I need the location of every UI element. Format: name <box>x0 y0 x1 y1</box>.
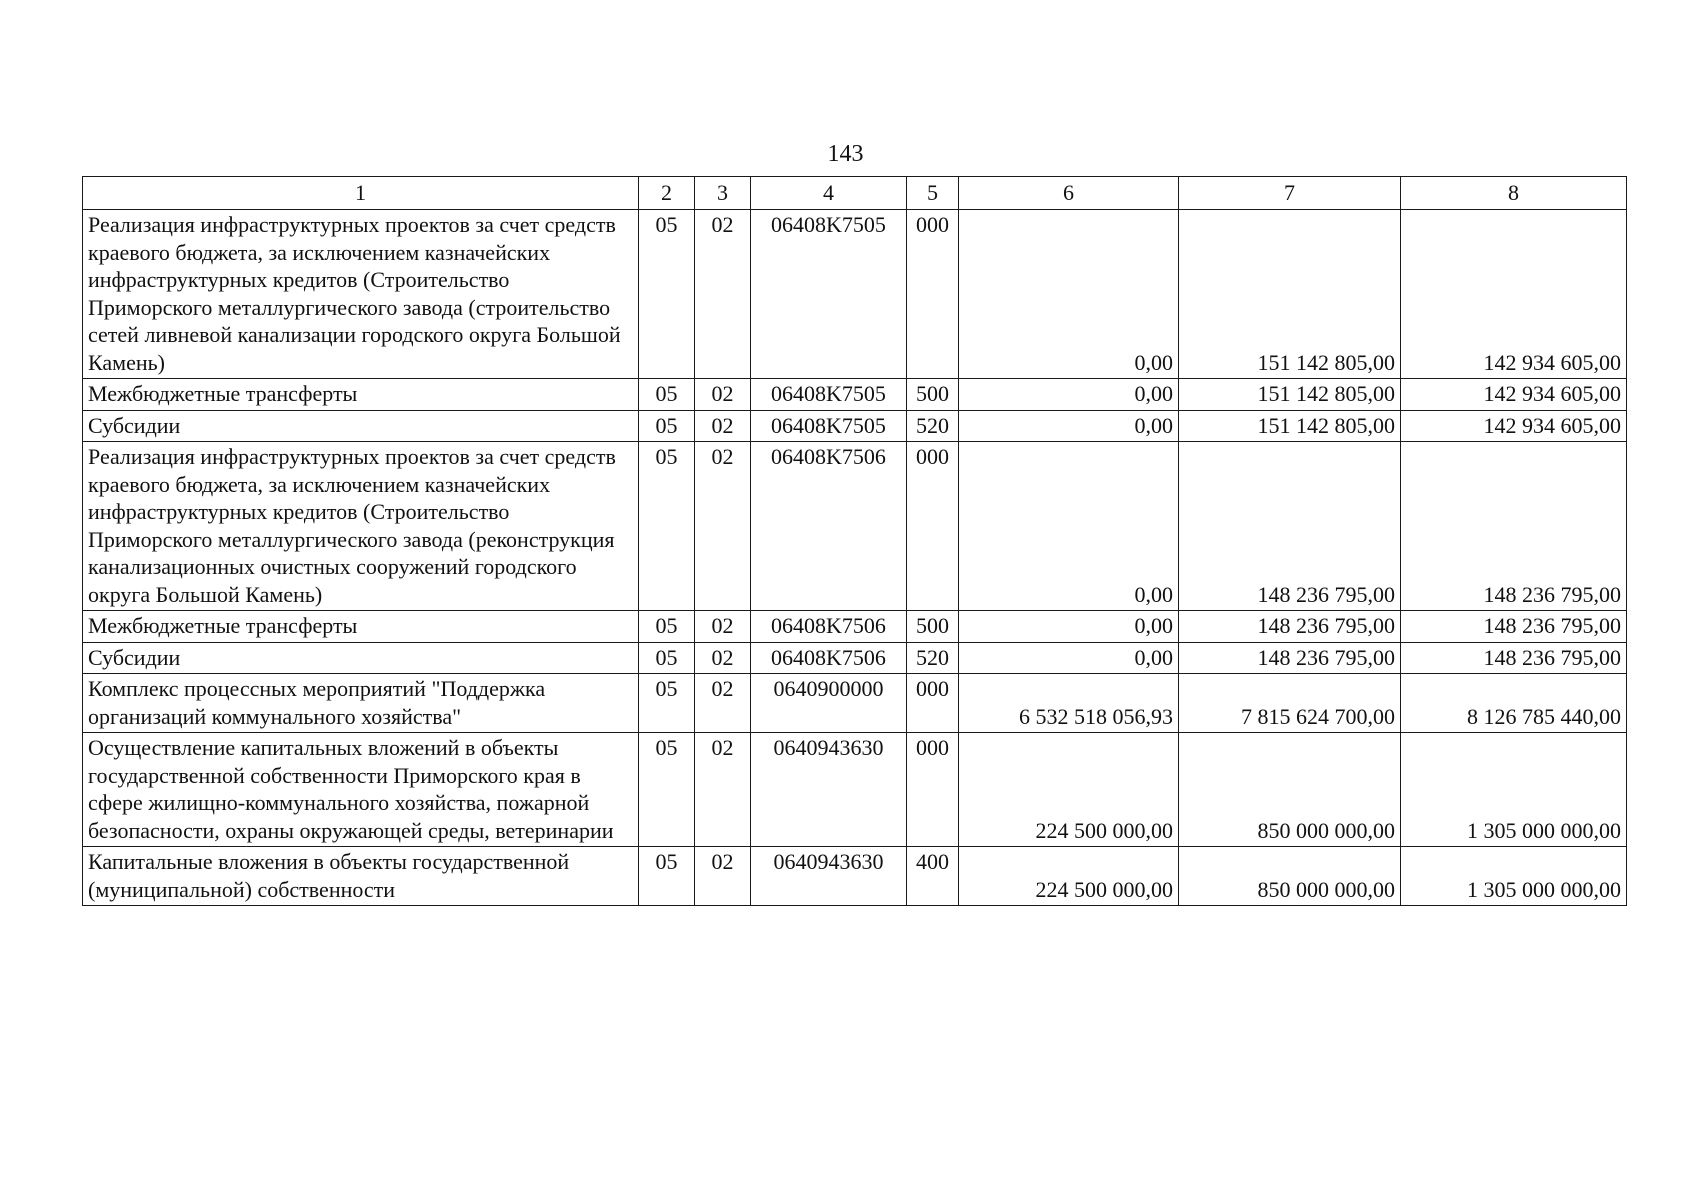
section-code: 05 <box>639 410 695 442</box>
table-row <box>83 442 1627 611</box>
table-row <box>83 379 1627 411</box>
table-row <box>83 674 1627 733</box>
section-code: 05 <box>639 611 695 643</box>
amount-col-6: 6 532 518 056,93 <box>959 674 1179 733</box>
section-code: 05 <box>639 733 695 847</box>
subsection-code: 02 <box>695 642 751 674</box>
table-row <box>83 733 1627 847</box>
amount-col-8: 1 305 000 000,00 <box>1401 733 1627 847</box>
column-header: 1 <box>83 177 639 210</box>
section-code: 05 <box>639 379 695 411</box>
subsection-code: 02 <box>695 410 751 442</box>
table-row <box>83 410 1627 442</box>
amount-col-8: 1 305 000 000,00 <box>1401 847 1627 906</box>
amount-col-6: 0,00 <box>959 210 1179 379</box>
section-code: 05 <box>639 442 695 611</box>
amount-col-8: 142 934 605,00 <box>1401 379 1627 411</box>
amount-col-6: 224 500 000,00 <box>959 733 1179 847</box>
amount-col-8: 142 934 605,00 <box>1401 210 1627 379</box>
item-name: Капитальные вложения в объекты государственной (муниципальной) собственности <box>83 847 639 906</box>
section-code: 05 <box>639 642 695 674</box>
expense-type-code: 000 <box>907 674 959 733</box>
target-article-code: 06408K7506 <box>751 442 907 611</box>
expense-type-code: 400 <box>907 847 959 906</box>
item-name: Межбюджетные трансферты <box>83 379 639 411</box>
subsection-code: 02 <box>695 210 751 379</box>
amount-col-6: 0,00 <box>959 611 1179 643</box>
expense-type-code: 520 <box>907 642 959 674</box>
page-number: 143 <box>827 141 864 167</box>
target-article-code: 06408K7506 <box>751 642 907 674</box>
amount-col-8: 148 236 795,00 <box>1401 611 1627 643</box>
item-name: Субсидии <box>83 642 639 674</box>
subsection-code: 02 <box>695 379 751 411</box>
item-name: Субсидии <box>83 410 639 442</box>
amount-col-7: 151 142 805,00 <box>1179 410 1401 442</box>
amount-col-6: 224 500 000,00 <box>959 847 1179 906</box>
item-name: Реализация инфраструктурных проектов за счет средств краевого бюджета, за исключением казначейских инфраструктурных кредитов (Строительство Приморского металлургического завода (строительство сетей ливневой канализации городского округа Большой Камень) <box>83 210 639 379</box>
subsection-code: 02 <box>695 733 751 847</box>
target-article-code: 06408K7506 <box>751 611 907 643</box>
target-article-code: 06408K7505 <box>751 410 907 442</box>
amount-col-7: 148 236 795,00 <box>1179 642 1401 674</box>
amount-col-6: 0,00 <box>959 642 1179 674</box>
column-header: 6 <box>959 177 1179 210</box>
expense-type-code: 000 <box>907 210 959 379</box>
subsection-code: 02 <box>695 442 751 611</box>
expense-type-code: 500 <box>907 611 959 643</box>
item-name: Реализация инфраструктурных проектов за счет средств краевого бюджета, за исключением казначейских инфраструктурных кредитов (Строительство Приморского металлургического завода (реконструкция канализационных очистных сооружений городского округа Большой Камень) <box>83 442 639 611</box>
amount-col-6: 0,00 <box>959 442 1179 611</box>
target-article-code: 06408K7505 <box>751 210 907 379</box>
table-row <box>83 642 1627 674</box>
header-row <box>83 177 1627 210</box>
column-header: 2 <box>639 177 695 210</box>
amount-col-7: 850 000 000,00 <box>1179 733 1401 847</box>
amount-col-6: 0,00 <box>959 410 1179 442</box>
budget-table <box>82 176 1627 906</box>
section-code: 05 <box>639 674 695 733</box>
amount-col-7: 7 815 624 700,00 <box>1179 674 1401 733</box>
column-header: 3 <box>695 177 751 210</box>
subsection-code: 02 <box>695 674 751 733</box>
amount-col-7: 148 236 795,00 <box>1179 611 1401 643</box>
expense-type-code: 500 <box>907 379 959 411</box>
table-row <box>83 847 1627 906</box>
table-row <box>83 210 1627 379</box>
amount-col-8: 8 126 785 440,00 <box>1401 674 1627 733</box>
item-name: Комплекс процессных мероприятий "Поддержка организаций коммунального хозяйства" <box>83 674 639 733</box>
expense-type-code: 000 <box>907 442 959 611</box>
amount-col-7: 148 236 795,00 <box>1179 442 1401 611</box>
item-name: Осуществление капитальных вложений в объекты государственной собственности Приморского края в сфере жилищно-коммунального хозяйства, пожарной безопасности, охраны окружающей среды, ветеринарии <box>83 733 639 847</box>
subsection-code: 02 <box>695 611 751 643</box>
column-header: 5 <box>907 177 959 210</box>
expense-type-code: 520 <box>907 410 959 442</box>
target-article-code: 0640943630 <box>751 733 907 847</box>
item-name: Межбюджетные трансферты <box>83 611 639 643</box>
column-header: 4 <box>751 177 907 210</box>
amount-col-7: 850 000 000,00 <box>1179 847 1401 906</box>
target-article-code: 06408K7505 <box>751 379 907 411</box>
amount-col-7: 151 142 805,00 <box>1179 379 1401 411</box>
amount-col-8: 148 236 795,00 <box>1401 442 1627 611</box>
section-code: 05 <box>639 847 695 906</box>
amount-col-8: 142 934 605,00 <box>1401 410 1627 442</box>
expense-type-code: 000 <box>907 733 959 847</box>
table-row <box>83 611 1627 643</box>
target-article-code: 0640943630 <box>751 847 907 906</box>
section-code: 05 <box>639 210 695 379</box>
amount-col-7: 151 142 805,00 <box>1179 210 1401 379</box>
target-article-code: 0640900000 <box>751 674 907 733</box>
amount-col-6: 0,00 <box>959 379 1179 411</box>
amount-col-8: 148 236 795,00 <box>1401 642 1627 674</box>
column-header: 7 <box>1179 177 1401 210</box>
column-header: 8 <box>1401 177 1627 210</box>
subsection-code: 02 <box>695 847 751 906</box>
